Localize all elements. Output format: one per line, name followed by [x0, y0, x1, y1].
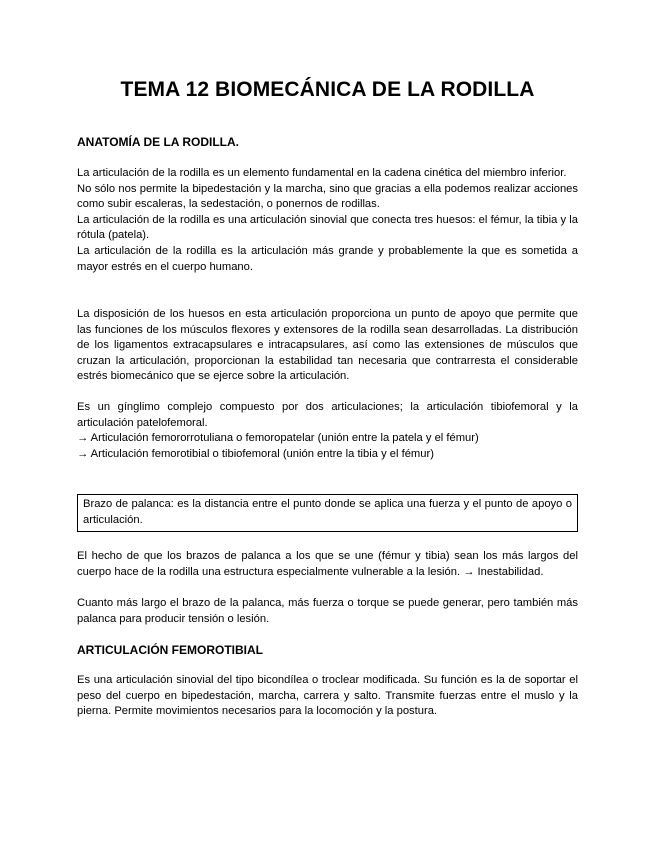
paragraph: La disposición de los huesos en esta articulación proporciona un punto de apoyo que permite que las funciones de los músculos flexores y extensores de la rodilla sean desarrolladas. La distribución de los ligamentos extracapsulares e intracapsulares, así como las extensiones de músculos que cruzan la articulación, proporcionan la estabilidad tan necesaria que contrarresta el considerable estrés biomecánico que se ejerce sobre la articulación. [77, 308, 578, 383]
section-heading-anatomia: ANATOMÍA DE LA RODILLA. [77, 135, 239, 149]
definition-box [77, 494, 578, 532]
paragraph: Es un gínglimo complejo compuesto por dos articulaciones; la articulación tibiofemoral y la articulación patelofemoral. [77, 401, 578, 429]
paragraph: La articulación de la rodilla es una articulación sinovial que conecta tres huesos: el fémur, la tibia y la rótula (patela). [77, 213, 578, 242]
paragraph-block [77, 307, 578, 385]
paragraph: Cuanto más largo el brazo de la palanca, más fuerza o torque se puede generar, pero también más palanca para producir tensión o lesión. [77, 597, 578, 625]
paragraph: No sólo nos permite la bipedestación y la marcha, sino que gracias a ella podemos realizar acciones como subir escaleras, la sedestación, o ponernos de rodillas. [77, 182, 578, 211]
paragraph: La articulación de la rodilla es la articulación más grande y probablemente la que es sometida a mayor estrés en el cuerpo humano. [77, 244, 578, 273]
section-heading-femorotibial: ARTICULACIÓN FEMOROTIBIAL [77, 643, 263, 657]
paragraph-block [77, 549, 578, 580]
paragraph-block [77, 400, 578, 462]
paragraph: Es una articulación sinovial del tipo bicondílea o troclear modificada. Su función es la de soportar el peso del cuerpo en bipedestación, marcha, carrera y salto. Transmite fuerzas entre el muslo y la pierna. Permite movimientos necesarios para la locomoción y la postura. [77, 674, 578, 718]
definition-text: Brazo de palanca: es la distancia entre el punto donde se aplica una fuerza y el punto de apoyo o articulación. [83, 498, 572, 526]
paragraph-block [77, 596, 578, 627]
arrow-list-item: → Articulación femorotibial o tibiofemoral (unión entre la tibia y el fémur) [77, 447, 434, 460]
arrow-list-item: → Articulación femororrotuliana o femoropatelar (unión entre la patela y el fémur) [77, 432, 479, 445]
paragraph-block [77, 673, 578, 720]
intro-paragraphs [77, 166, 578, 275]
paragraph: La articulación de la rodilla es un elemento fundamental en la cadena cinética del miembro inferior. [77, 167, 567, 179]
page-title: TEMA 12 BIOMECÁNICA DE LA RODILLA [120, 78, 535, 101]
paragraph: El hecho de que los brazos de palanca a los que se une (fémur y tibia) sean los más largos del cuerpo hace de la rodilla una estructura especialmente vulnerable a la lesión. → Inestabilidad. [77, 550, 578, 578]
